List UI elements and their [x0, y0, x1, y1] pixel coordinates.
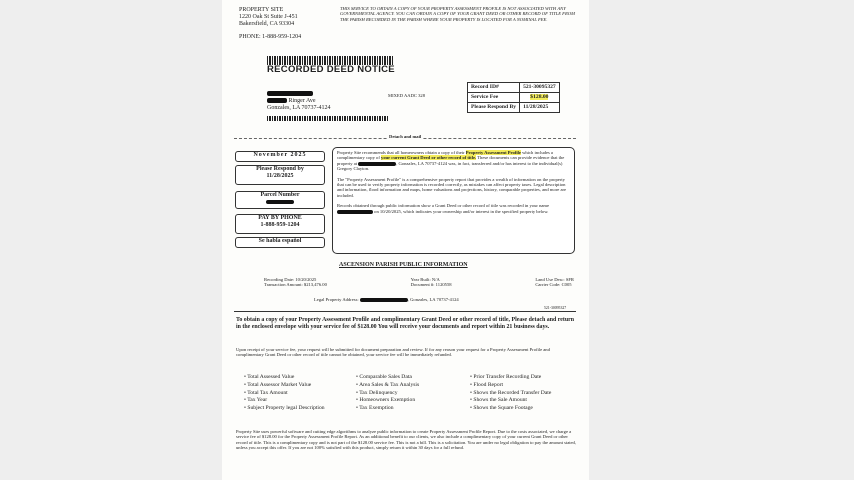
legal-address-line [314, 297, 574, 302]
highlight-grant-deed: your current Grant Deed or other record of title. [381, 155, 477, 161]
bullet-item: • Total Tax Amount [244, 390, 325, 398]
respond-by-box-label: Please Respond by [256, 166, 304, 172]
bullet-item: • Shows the Square Footage [470, 405, 551, 413]
spanish-box: Se habla español [235, 237, 325, 248]
sender-address-line1: 1220 Oak St Suite J-451 [239, 14, 298, 20]
record-id-value: 521-30095327 [520, 83, 560, 93]
right-background [589, 0, 854, 480]
month-box: November 2025 [235, 151, 325, 162]
record-info-table [467, 82, 560, 113]
respond-by-box-date: 11/28/2025 [266, 173, 294, 179]
bullet-item: • Subject Property legal Description [244, 405, 325, 413]
legal-address-label: Legal Property Address: [314, 297, 359, 302]
sender-name: PROPERTY SITE [239, 7, 284, 13]
mixed-aadc-code: MIXED AADC 328 [388, 93, 426, 98]
bullet-list-col3 [470, 374, 551, 413]
recipient-block [267, 91, 407, 121]
bullet-list-col1 [244, 374, 325, 413]
land-use: Land Use Desc: SFR [535, 277, 574, 282]
info-box [332, 147, 575, 254]
bullet-item: • Homeowners Exemption [356, 397, 419, 405]
recipient-city: Gonzales, LA 70737-4124 [267, 105, 331, 111]
year-built: Year Built: N/A [410, 277, 440, 282]
pay-by-phone-label: PAY BY PHONE [258, 215, 302, 221]
parish-section-title: ASCENSION PARISH PUBLIC INFORMATION [339, 262, 468, 268]
section-divider [234, 311, 576, 312]
info-paragraph-2: The "Property Assessment Profile" is a comprehensive property report that provides a wealth of information on the property that can be used to verify property information is recorded correctly, as mistakes can affect property taxes. Legal description and information, flood information and maps, home valuations and projections, history, comparable properties, and more are included. [337, 176, 567, 198]
respond-by-label: Please Respond By [468, 103, 520, 113]
redacted-legal-address [360, 298, 408, 302]
closing-text: Property Site uses powerful software and cutting edge algorithms to analyze public information to create Property Assessment Profile Report. Due to the costs associated, we charge a service fee of $128.00 for the Property Assessment Profile Report. As an additional benefit to our clients, we also include a complimentary copy of your current Grant Deed or other record of title. This is a complimentary copy and is not part of the $128.00 service fee. This is not a bill. This is a solicitation. You are under no legal obligation to pay the amount stated, unless you accept this offer. If you are not 100% satisfied with this product, simply return it within 30 days for a full refund. [236, 429, 576, 451]
info-paragraph-3: Records obtained through public information show a Grant Deed or other record of title was recorded in your name on 10/20/2025, which indicates your ownership and/or interest in the specified property below. [337, 203, 550, 214]
bullet-item: • Prior Transfer Recording Date [470, 374, 551, 382]
respond-by-value: 11/28/2025 [520, 103, 560, 113]
bullet-item: • Tax Exemption [356, 405, 419, 413]
left-background [0, 0, 222, 480]
bullet-item: • Comparable Sales Data [356, 374, 419, 382]
carrier-code: Carrier Code: C005 [535, 282, 572, 288]
sender-phone: PHONE: 1-888-959-1204 [239, 34, 302, 40]
notice-title: RECORDED DEED NOTICE [267, 64, 395, 75]
disclaimer-text: THIS SERVICE TO OBTAIN A COPY OF YOUR PROPERTY ASSESSMENT PROFILE IS NOT ASSOCIATED WITH ANY GOVERNMENTAL AGENCY. YOU CAN OBTAIN A COPY OF YOUR GRANT DEED OR OTHER RECORD OF TITLE FROM THE PARISH RECORDED IN THE PARISH WHERE YOUR PROPERTY IS LOCATED FOR A NOMINAL FEE. [340, 6, 575, 22]
parish-info-grid [264, 277, 574, 288]
instructions-text: To obtain a copy of your Property Assessment Profile and complimentary Grant Deed or other record of title, Please detach and return in the enclosed envelope with your service fee of $128.00 You will receive your documents and report within 21 business days. [236, 317, 575, 330]
parcel-number-box [235, 191, 325, 209]
redacted-parcel-number [266, 200, 294, 204]
service-fee-label: Service Fee [468, 93, 520, 103]
transaction-amount: Transaction Amount: $213,476.00 [264, 282, 327, 288]
document-number: Document #: 1120558 [410, 282, 452, 288]
info-paragraph-1: Property Site recommends that all homeowners obtain a copy of their Property Assessment Profile which includes a complimentary copy of your current Grant Deed or other record of title. These documents can provide evidence that the property at , Gonzales, LA 70737-4124 was, in fact, transferred and/or has interest to the individual(s) Gregory Clayton. [337, 150, 565, 172]
postal-barcode [267, 116, 389, 121]
service-fee-value: $128.00 [530, 94, 549, 100]
recording-date: Recording Date: 10/20/2025 [264, 277, 317, 282]
recipient-street: Ringer Ave [288, 98, 316, 104]
respond-by-box [235, 165, 325, 185]
bullet-item: • Tax Delinquency [356, 390, 419, 398]
bullet-item: • Flood Report [470, 382, 551, 390]
redacted-street-number [267, 98, 287, 103]
bullet-item: • Shows the Sale Amount [470, 397, 551, 405]
sender-address-line2: Bakersfield, CA 93304 [239, 21, 295, 27]
deed-notice-document [222, 0, 589, 480]
bullet-item: • Total Assessor Market Value [244, 382, 325, 390]
bullet-item: • Total Assessed Value [244, 374, 325, 382]
pay-by-phone-box [235, 214, 325, 234]
redacted-recipient-name [267, 91, 313, 96]
reference-code: 521-30095327 [544, 306, 567, 310]
redacted-property-address [358, 162, 396, 166]
pay-by-phone-number: 1-888-959-1204 [260, 222, 300, 228]
record-id-label: Record ID# [468, 83, 520, 93]
legal-address-city: , Gonzales, LA 70737-4124 [407, 297, 459, 302]
bullet-item: • Area Sales & Tax Analysis [356, 382, 419, 390]
bullet-list-col2 [356, 374, 419, 413]
bullet-item: • Shows the Recorded Transfer Date [470, 390, 551, 398]
redacted-owner-name [337, 210, 373, 214]
bullet-item: • Tax Year [244, 397, 325, 405]
sender-block [239, 7, 349, 41]
receipt-text: Upon receipt of your service fee, your request will be submitted for document preparation and review. If for any reason your request for a Property Assessment Profile and complimentary Grant Deed or other record of title cannot be obtained, your service fee will be immediately refunded. [236, 347, 550, 358]
parcel-number-label: Parcel Number [260, 192, 300, 198]
highlight-assessment-profile: Property Assessment Profile [465, 150, 521, 155]
detach-label: Detach and mail [389, 134, 422, 139]
